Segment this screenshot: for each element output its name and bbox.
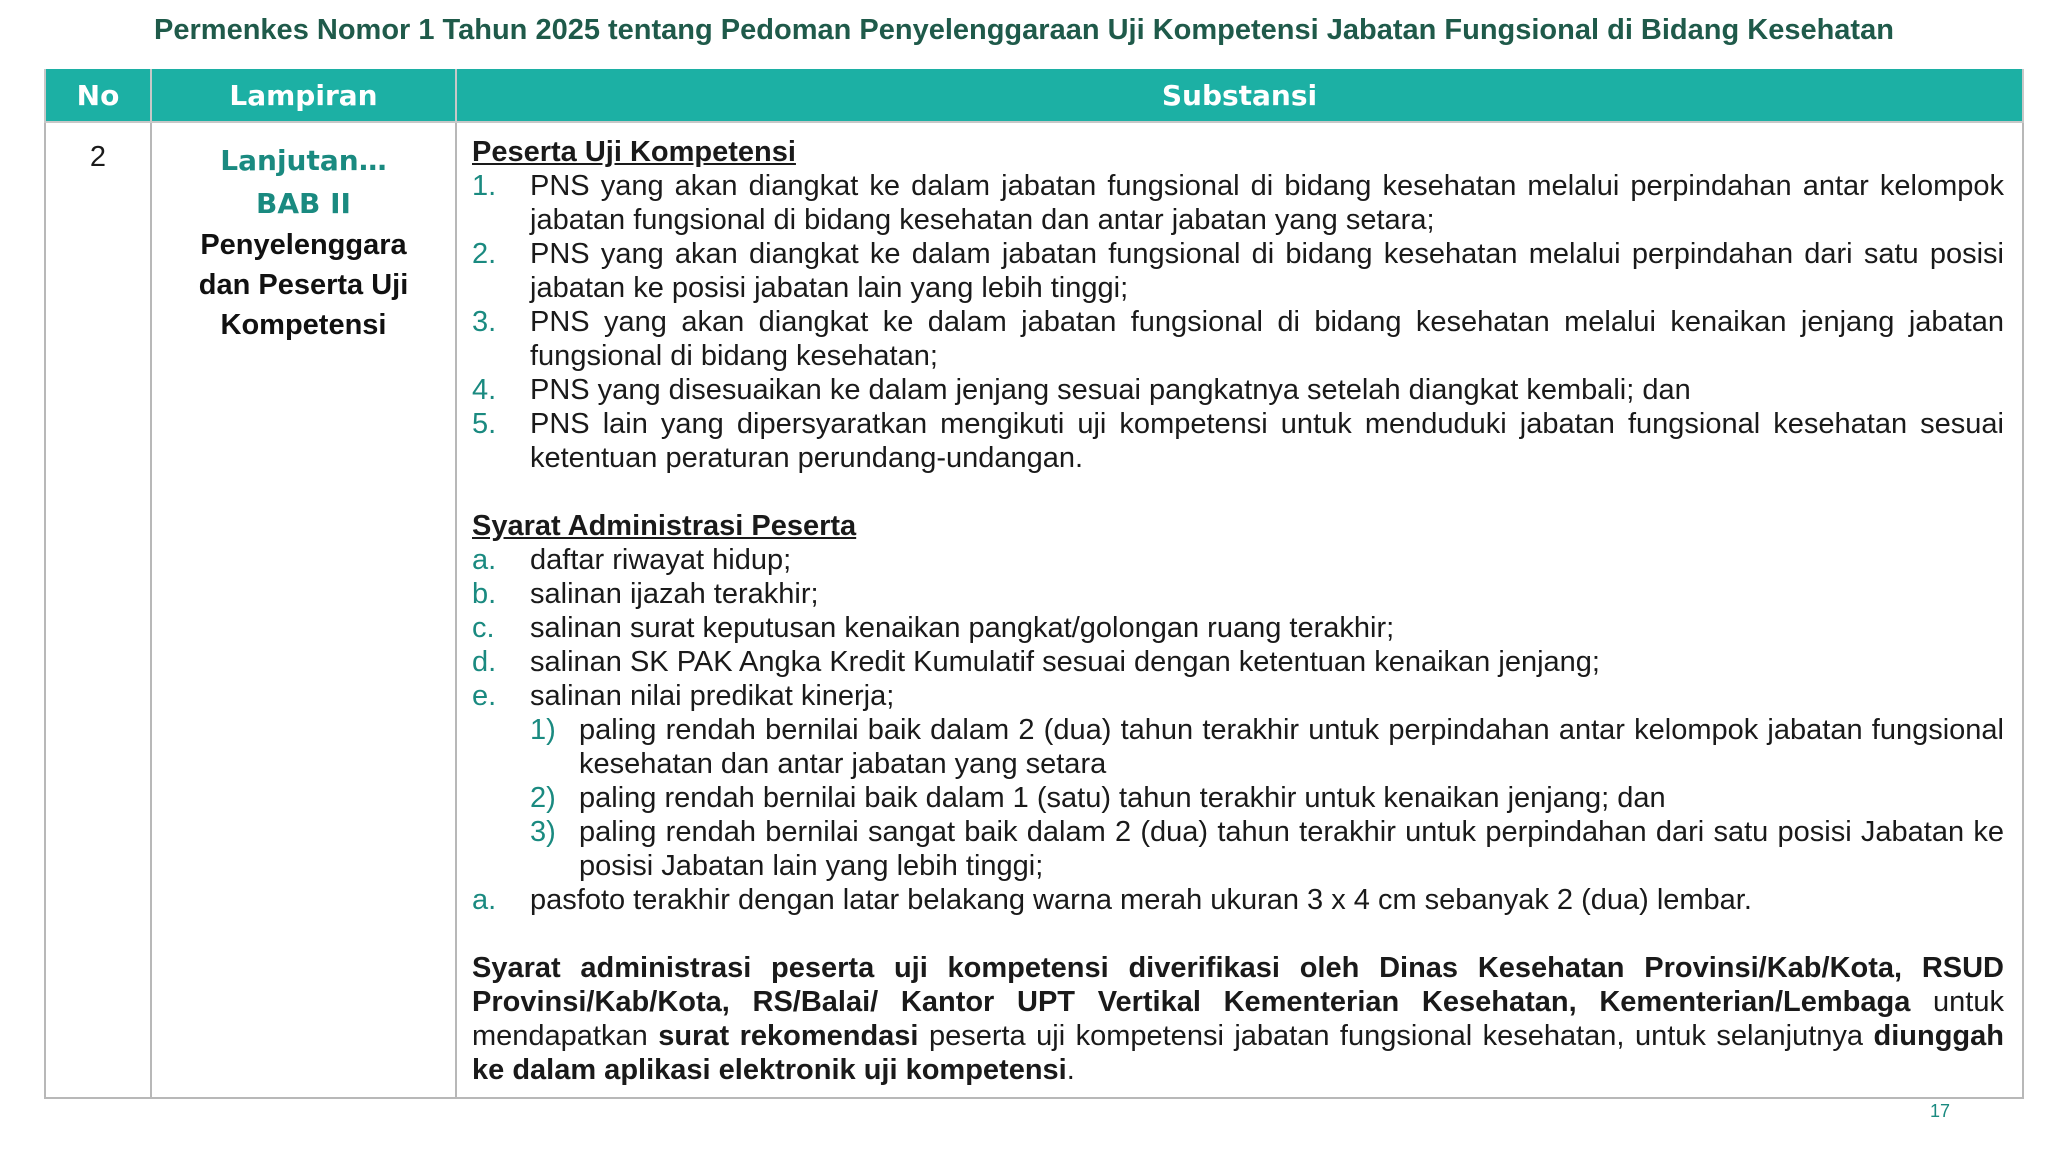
list-item bbox=[472, 679, 2004, 713]
list-marker: 3. bbox=[472, 306, 497, 338]
section-heading-peserta: Peserta Uji Kompetensi bbox=[472, 136, 796, 168]
list-text: salinan nilai predikat kinerja; bbox=[530, 680, 895, 712]
list-item bbox=[472, 645, 2004, 679]
list-item bbox=[472, 543, 2004, 577]
list-text: pasfoto terakhir dengan latar belakang warna merah ukuran 3 x 4 cm sebanyak 2 (dua) lembar. bbox=[530, 884, 1752, 916]
list-text: PNS yang akan diangkat ke dalam jabatan fungsional di bidang kesehatan melalui perpindahan antar kelompok jabatan fungsional di bidang kesehatan dan antar jabatan yang setara; bbox=[530, 170, 2004, 236]
closing-bold: surat rekomendasi bbox=[658, 1020, 919, 1052]
lampiran-title-line: Penyelenggara bbox=[200, 229, 407, 261]
list-item bbox=[472, 883, 2004, 917]
list-text: salinan SK PAK Angka Kredit Kumulatif sesuai dengan ketentuan kenaikan jenjang; bbox=[530, 646, 1600, 678]
sub-list-item bbox=[472, 815, 2004, 883]
cell-substansi bbox=[456, 122, 2023, 1098]
list-item bbox=[472, 407, 2004, 475]
sub-list-item bbox=[472, 781, 2004, 815]
cell-lampiran bbox=[151, 122, 456, 1098]
list-item bbox=[472, 305, 2004, 373]
list-marker: d. bbox=[472, 646, 497, 678]
list-item bbox=[472, 237, 2004, 305]
closing-paragraph bbox=[472, 951, 2004, 1087]
list-text: paling rendah bernilai baik dalam 1 (satu) tahun terakhir untuk kenaikan jenjang; dan bbox=[579, 782, 1666, 814]
section-heading-syarat: Syarat Administrasi Peserta bbox=[472, 510, 857, 542]
spacer bbox=[472, 475, 2004, 509]
list-marker: c. bbox=[472, 612, 495, 644]
page-number: 17 bbox=[1930, 1101, 1951, 1121]
page-title: Permenkes Nomor 1 Tahun 2025 tentang Pedoman Penyelenggaraan Uji Kompetensi Jabatan Fungsional di Bidang Kesehatan bbox=[154, 14, 1894, 46]
list-text: PNS yang akan diangkat ke dalam jabatan fungsional di bidang kesehatan melalui perpindahan dari satu posisi jabatan ke posisi jabatan lain yang lebih tinggi; bbox=[530, 238, 2004, 304]
sub-list-item bbox=[472, 713, 2004, 781]
list-marker: 3) bbox=[530, 816, 556, 848]
header-no: No bbox=[45, 69, 151, 122]
lampiran-title-line: Kompetensi bbox=[220, 309, 387, 341]
list-marker: 2) bbox=[530, 782, 556, 814]
closing-bold: diunggah ke dalam aplikasi elektronik uji kompetensi bbox=[472, 1020, 2004, 1086]
list-text: paling rendah bernilai sangat baik dalam 2 (dua) tahun terakhir untuk perpindahan dari satu posisi Jabatan ke posisi Jabatan lain yang lebih tinggi; bbox=[579, 816, 2004, 882]
list-item bbox=[472, 577, 2004, 611]
list-marker: 1. bbox=[472, 170, 497, 202]
list-item bbox=[472, 373, 2004, 407]
list-text: salinan surat keputusan kenaikan pangkat/golongan ruang terakhir; bbox=[530, 612, 1395, 644]
closing-text: . bbox=[1066, 1054, 1075, 1086]
closing-bold: Syarat administrasi peserta uji kompetensi diverifikasi oleh Dinas Kesehatan Provinsi/Kab/Kota, RSUD Provinsi/Kab/Kota, RS/Balai/ Kantor UPT Vertikal Kementerian Kesehatan, Kementerian/Lembaga bbox=[472, 952, 2004, 1018]
table-header-row bbox=[45, 69, 2023, 122]
header-substansi: Substansi bbox=[456, 69, 2023, 122]
closing-text: peserta uji kompetensi jabatan fungsional kesehatan, untuk selanjutnya bbox=[918, 1020, 1874, 1052]
table-row bbox=[45, 122, 2023, 1098]
lampiran-chapter: BAB II bbox=[256, 187, 351, 220]
list-text: salinan ijazah terakhir; bbox=[530, 578, 819, 610]
list-marker: a. bbox=[472, 884, 497, 916]
list-marker: b. bbox=[472, 578, 497, 610]
content-table bbox=[44, 69, 2024, 1099]
spacer bbox=[472, 917, 2004, 951]
closing-text: untuk mendapatkan bbox=[472, 986, 2004, 1052]
list-marker: a. bbox=[472, 544, 497, 576]
lampiran-continuation: Lanjutan… bbox=[220, 144, 387, 177]
list-marker: 1) bbox=[530, 714, 556, 746]
list-text: PNS lain yang dipersyaratkan mengikuti uji kompetensi untuk menduduki jabatan fungsional kesehatan sesuai ketentuan peraturan perundang-undangan. bbox=[530, 408, 2004, 474]
list-marker: 2. bbox=[472, 238, 497, 270]
list-marker: e. bbox=[472, 680, 497, 712]
list-text: daftar riwayat hidup; bbox=[530, 544, 792, 576]
list-marker: 4. bbox=[472, 374, 497, 406]
cell-no: 2 bbox=[45, 122, 151, 1098]
list-text: paling rendah bernilai baik dalam 2 (dua) tahun terakhir untuk perpindahan antar kelompok jabatan fungsional kesehatan dan antar jabatan yang setara bbox=[579, 714, 2004, 780]
lampiran-title-line: dan Peserta Uji bbox=[198, 269, 409, 301]
list-item bbox=[472, 169, 2004, 237]
header-lampiran: Lampiran bbox=[151, 69, 456, 122]
list-text: PNS yang akan diangkat ke dalam jabatan fungsional di bidang kesehatan melalui kenaikan jenjang jabatan fungsional di bidang kesehatan; bbox=[530, 306, 2004, 372]
list-marker: 5. bbox=[472, 408, 497, 440]
list-text: PNS yang disesuaikan ke dalam jenjang sesuai pangkatnya setelah diangkat kembali; dan bbox=[530, 374, 1691, 406]
list-item bbox=[472, 611, 2004, 645]
